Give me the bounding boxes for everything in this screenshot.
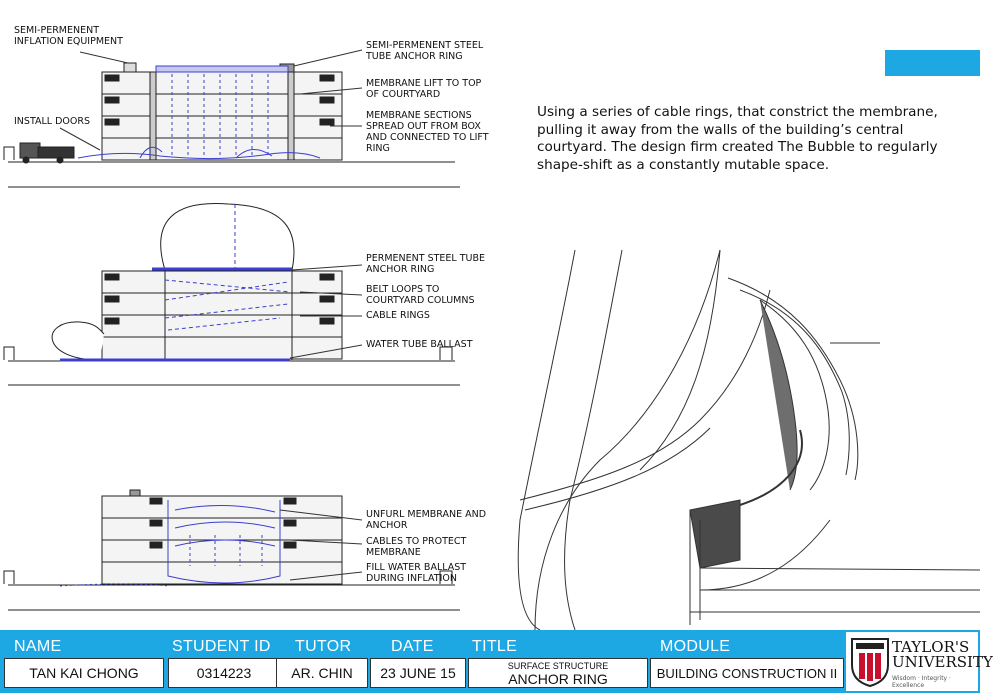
description-text: Using a series of cable rings, that constrict the membrane, pulling it away from the walls of the building’s central courtyard. The design firm created The Bubble to regularly shape-shift as a constantly mutable space. <box>537 104 938 173</box>
value-module: BUILDING CONSTRUCTION II <box>650 658 844 688</box>
label-fill-water-ballast: FILL WATER BALLAST DURING INFLATION <box>366 562 467 584</box>
university-logo <box>846 632 993 691</box>
logo-tagline: Wisdom · Integrity · Excellence <box>892 675 951 689</box>
label-belt-loops: BELT LOOPS TO COURTYARD COLUMNS <box>366 284 475 306</box>
label-membrane-sections: MEMBRANE SECTIONS SPREAD OUT FROM BOX AND CONNECTED TO LIFT RING <box>366 110 489 154</box>
header-title: TITLE <box>472 638 518 655</box>
header-name: NAME <box>14 638 62 655</box>
value-tutor: AR. CHIN <box>276 658 368 688</box>
value-student-id: 0314223 <box>168 658 280 688</box>
value-title-big: ANCHOR RING <box>508 671 608 687</box>
value-date: 23 JUNE 15 <box>370 658 466 688</box>
header-module: MODULE <box>660 638 731 655</box>
header-student-id: STUDENT ID <box>172 638 271 655</box>
accent-bar <box>885 50 980 76</box>
value-name: TAN KAI CHONG <box>4 658 164 688</box>
title-block <box>0 630 993 693</box>
label-membrane-lift: MEMBRANE LIFT TO TOP OF COURTYARD <box>366 78 482 100</box>
label-steel-tube-anchor-ring: SEMI-PERMENENT STEEL TUBE ANCHOR RING <box>366 40 484 62</box>
label-water-tube-ballast: WATER TUBE BALLAST <box>366 339 473 350</box>
label-unfurl-membrane: UNFURL MEMBRANE AND ANCHOR <box>366 509 487 531</box>
shield-icon <box>850 637 890 687</box>
logo-name-line1: TAYLOR'S <box>892 638 970 656</box>
value-title <box>468 658 648 688</box>
value-title-small: SURFACE STRUCTURE <box>507 661 609 671</box>
label-permanent-anchor-ring: PERMENENT STEEL TUBE ANCHOR RING <box>366 253 485 275</box>
header-date: DATE <box>391 638 434 655</box>
logo-name <box>892 640 993 670</box>
label-cable-rings: CABLE RINGS <box>366 310 430 321</box>
header-tutor: TUTOR <box>295 638 352 655</box>
label-install-doors: INSTALL DOORS <box>14 116 91 127</box>
logo-name-line2: UNIVERSITY <box>892 653 993 671</box>
label-inflation-equipment: SEMI-PERMENENT INFLATION EQUIPMENT <box>14 25 123 47</box>
label-cables-protect: CABLES TO PROTECT MEMBRANE <box>366 536 467 558</box>
perspective-sketch <box>518 250 980 630</box>
